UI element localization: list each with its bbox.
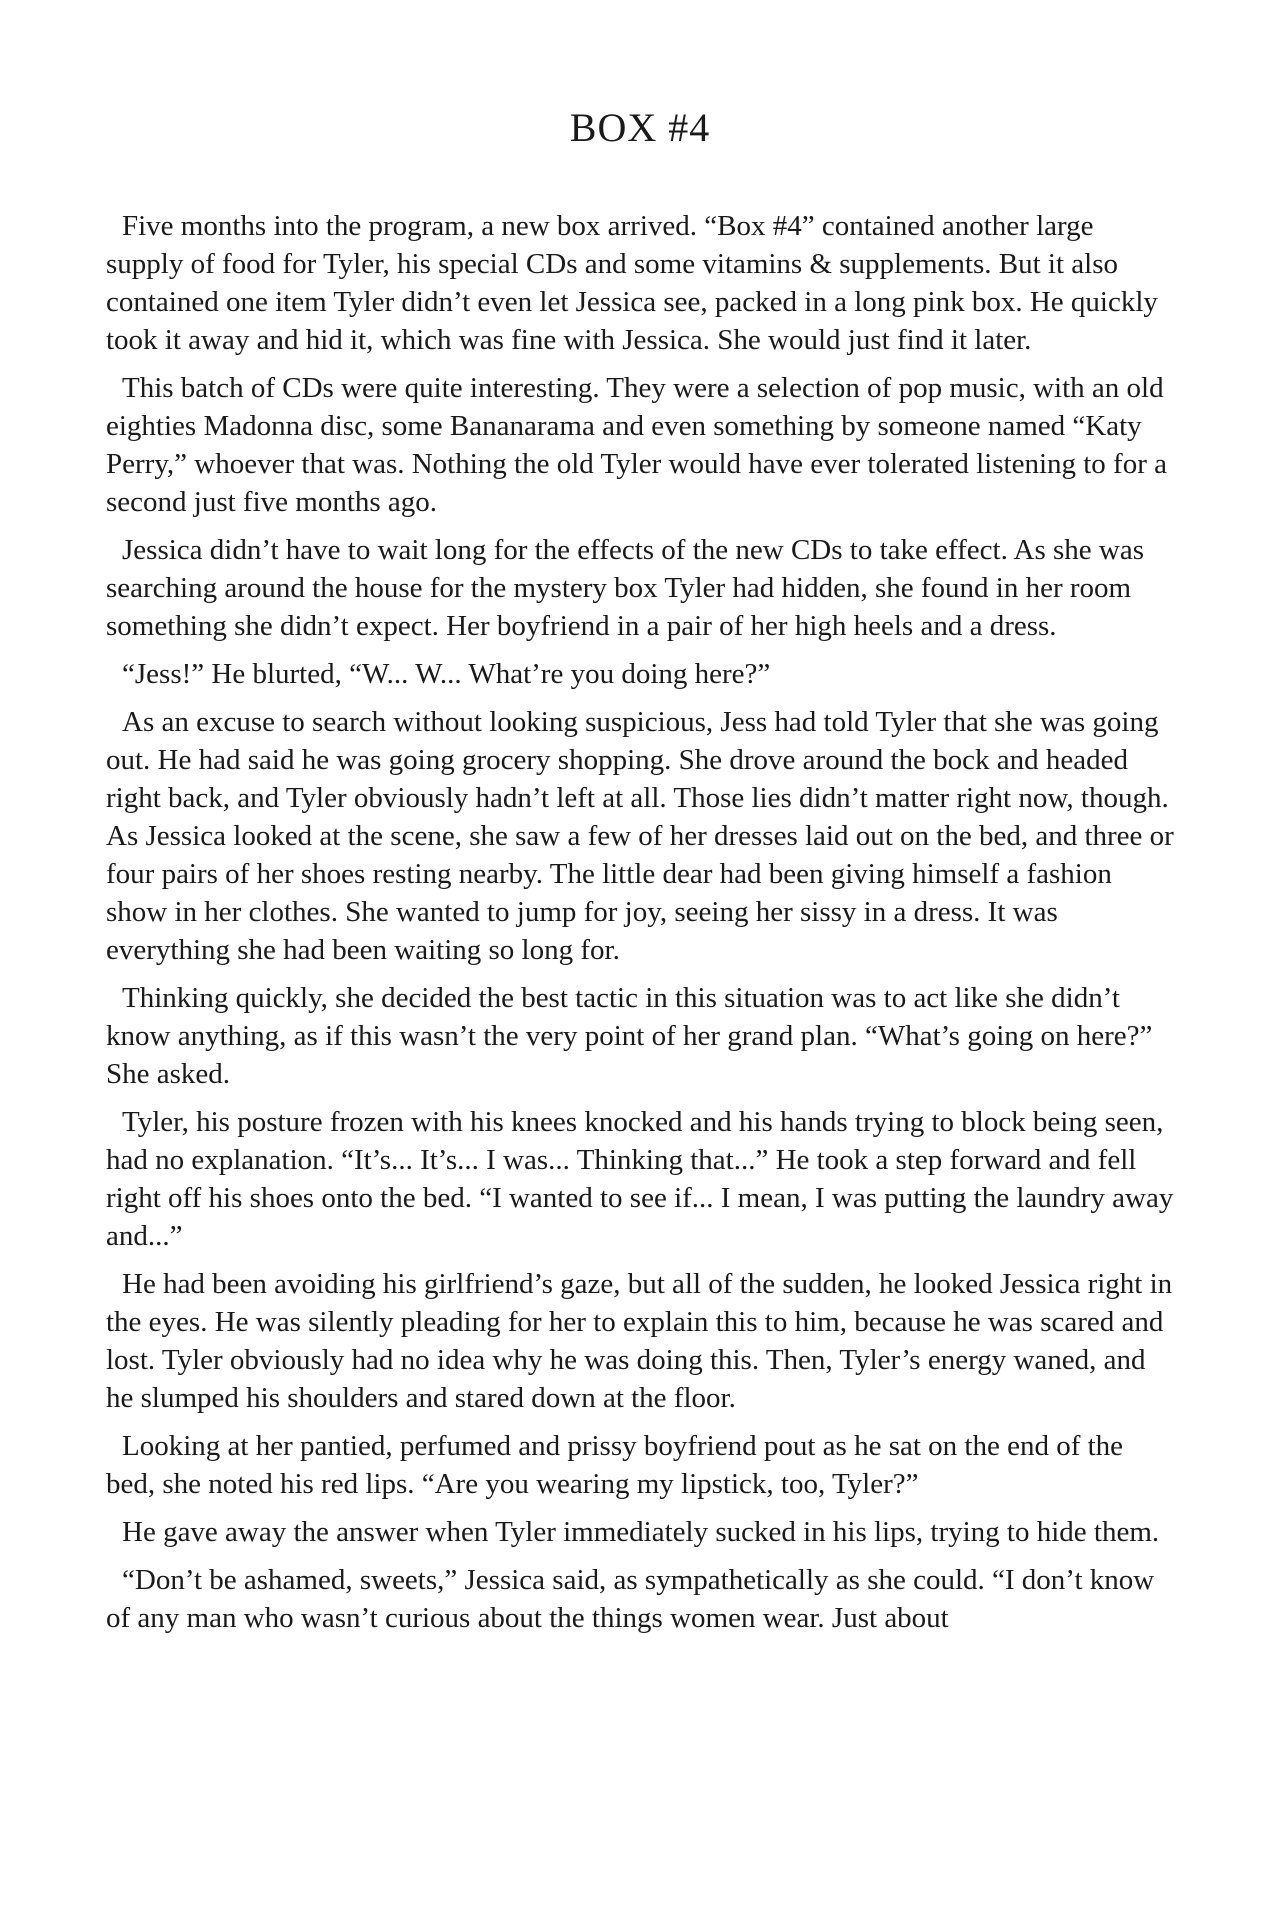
paragraph: Jessica didn’t have to wait long for the effects of the new CDs to take effect. As she was searching around the house for the mystery box Tyler had hidden, she found in her room something she didn’t expect. Her boyfriend in a pair of her high heels and a dress. — [106, 534, 1144, 642]
paragraph: “Jess!” He blurted, “W... W... What’re you doing here?” — [122, 658, 771, 690]
paragraph: He had been avoiding his girlfriend’s gaze, but all of the sudden, he looked Jessica right in the eyes. He was silently pleading for her to explain this to him, because he was scared and lost. Tyler obviously had no idea why he was doing this. Then, Tyler’s energy waned, and he slumped his shoulders and stared down at the floor. — [106, 1268, 1173, 1414]
paragraph: “Don’t be ashamed, sweets,” Jessica said, as sympathetically as she could. “I don’t know of any man who wasn’t curious about the things women wear. Just about — [106, 1564, 1155, 1634]
paragraph: Tyler, his posture frozen with his knees knocked and his hands trying to block being seen, had no explanation. “It’s... It’s... I was... Thinking that...” He took a step forward and fell right off his shoes onto the bed. “I wanted to see if... I mean, I was putting the laundry away and...” — [106, 1106, 1174, 1252]
paragraph: Five months into the program, a new box arrived. “Box #4” contained another large supply of food for Tyler, his special CDs and some vitamins & supplements. But it also contained one item Tyler didn’t even let Jessica see, packed in a long pink box. He quickly took it away and hid it, which was fine with Jessica. She would just find it later. — [106, 210, 1158, 356]
paragraph: This batch of CDs were quite interesting. They were a selection of pop music, with an old eighties Madonna disc, some Bananarama and even something by someone named “Katy Perry,” whoever that was. Nothing the old Tyler would have ever tolerated listening to for a second just five months ago. — [106, 372, 1167, 518]
chapter-body — [106, 207, 1174, 1647]
paragraph: He gave away the answer when Tyler immediately sucked in his lips, trying to hide them. — [122, 1516, 1160, 1548]
paragraph: Looking at her pantied, perfumed and prissy boyfriend pout as he sat on the end of the bed, she noted his red lips. “Are you wearing my lipstick, too, Tyler?” — [106, 1430, 1124, 1500]
chapter-title: BOX #4 — [569, 105, 711, 150]
paragraph: As an excuse to search without looking suspicious, Jess had told Tyler that she was going out. He had said he was going grocery shopping. She drove around the bock and headed right back, and Tyler obviously hadn’t left at all. Those lies didn’t matter right now, though. As Jessica looked at the scene, she saw a few of her dresses laid out on the bed, and three or four pairs of her shoes resting nearby. The little dear had been giving himself a fashion show in her clothes. She wanted to jump for joy, seeing her sissy in a dress. It was everything she had been waiting so long for. — [106, 706, 1174, 966]
paragraph: Thinking quickly, she decided the best tactic in this situation was to act like she didn’t know anything, as if this wasn’t the very point of her grand plan. “What’s going on here?” She asked. — [106, 982, 1153, 1090]
